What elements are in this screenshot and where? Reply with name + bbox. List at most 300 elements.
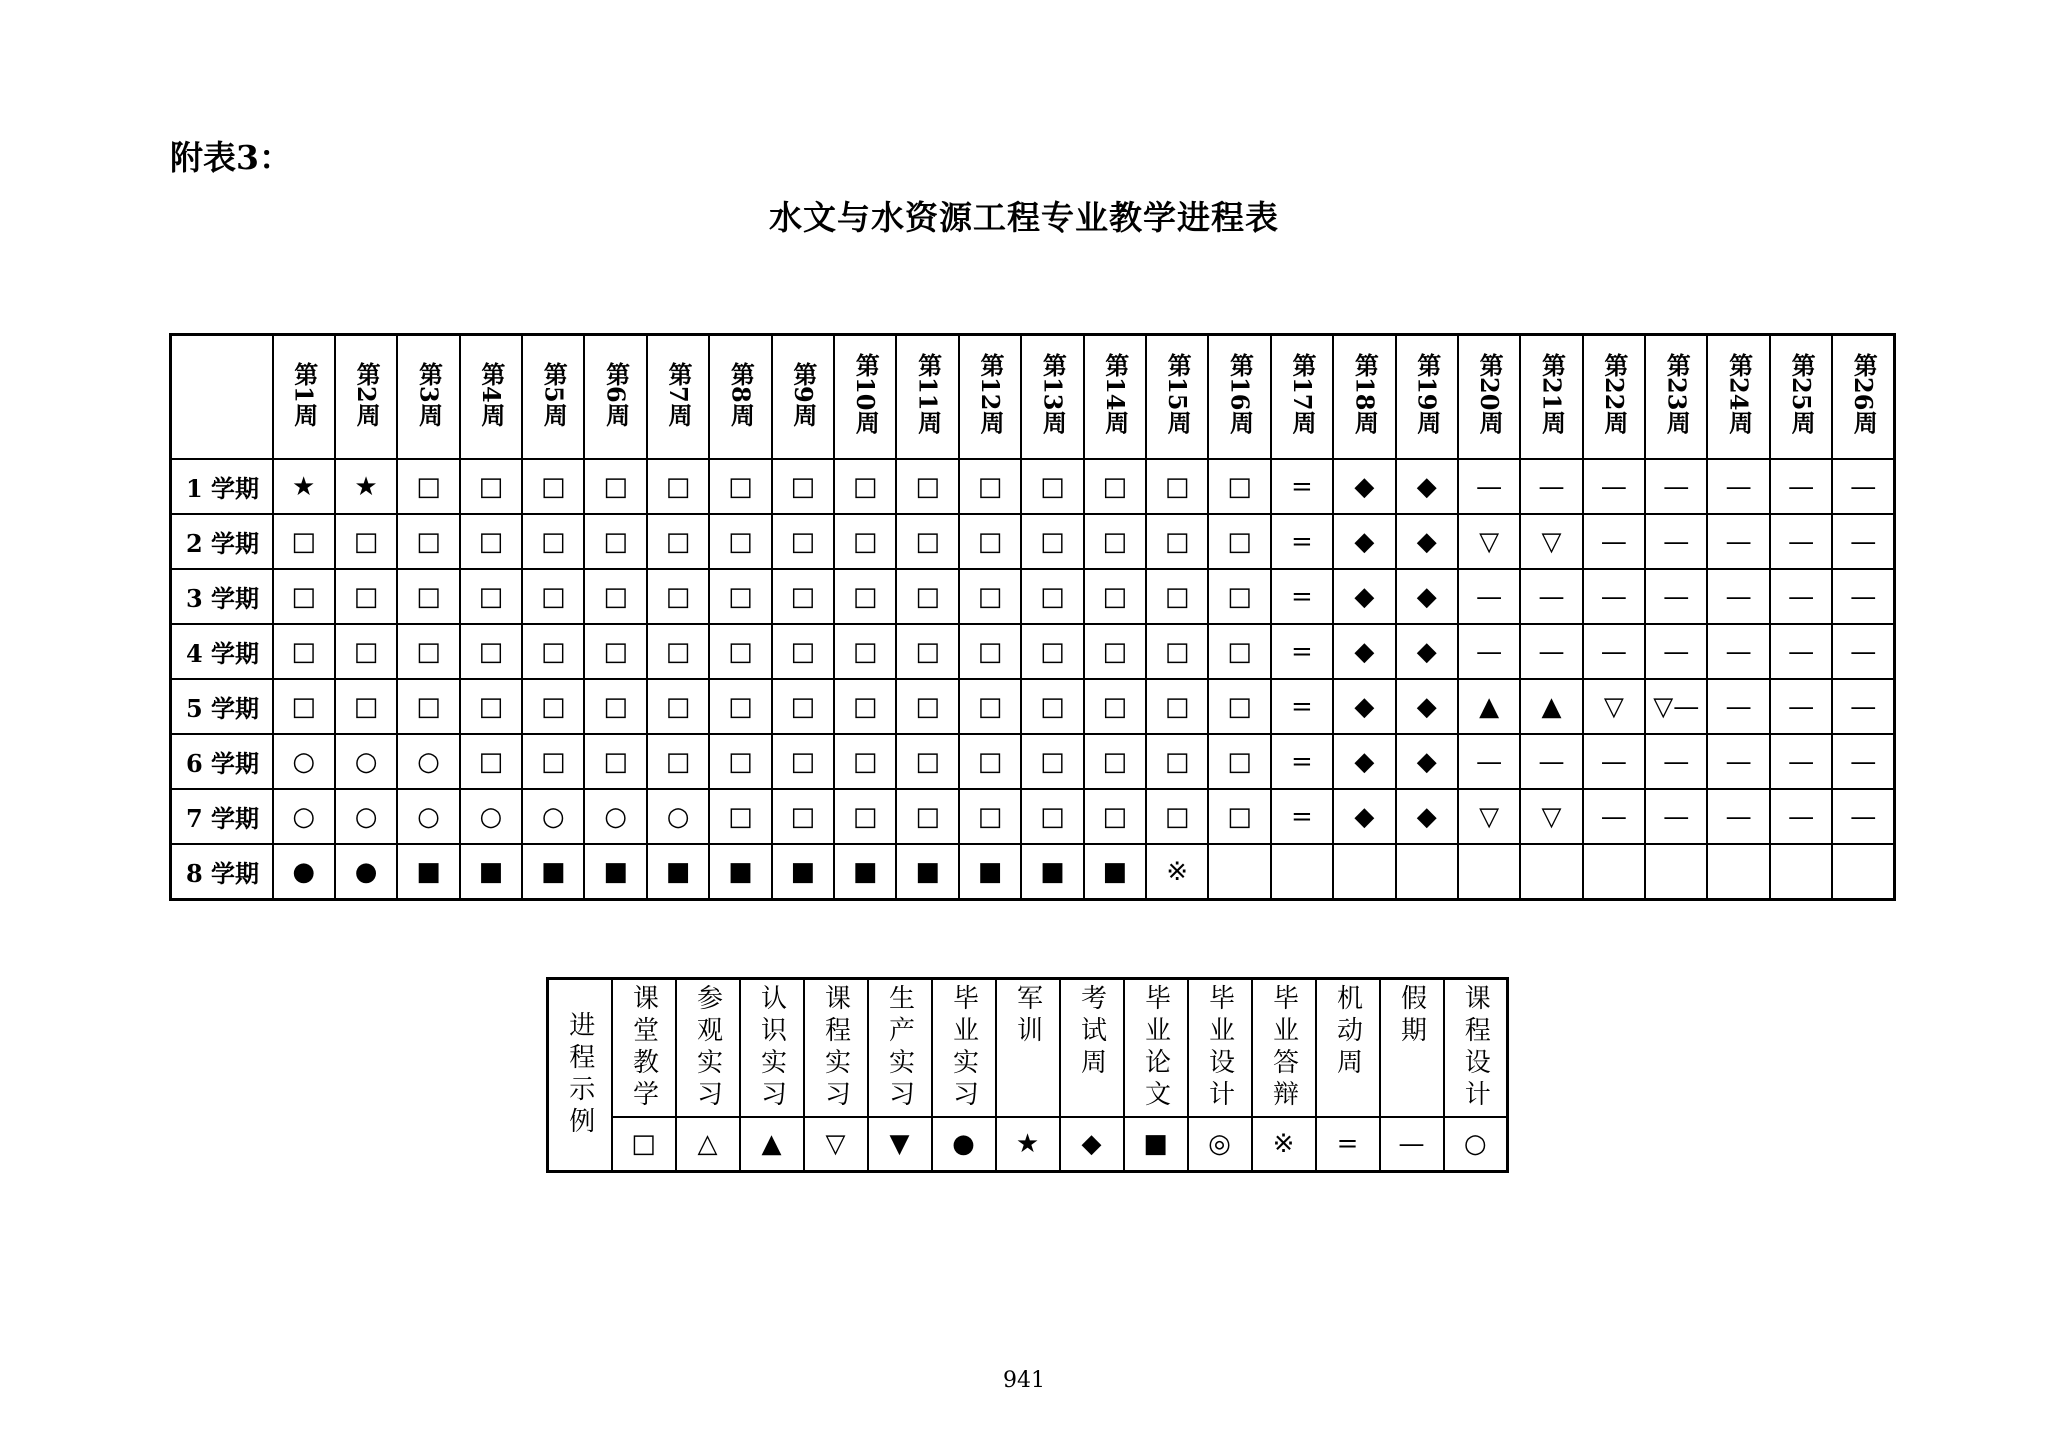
schedule-cell: □	[1084, 624, 1146, 679]
schedule-cell: —	[1832, 679, 1894, 734]
schedule-cell	[1208, 844, 1270, 900]
schedule-cell: □	[772, 624, 834, 679]
schedule-cell: —	[1707, 734, 1769, 789]
schedule-cell: □	[647, 624, 709, 679]
appendix-label: 附表3：	[170, 138, 292, 177]
week-header-label: 第19周	[1412, 353, 1442, 435]
schedule-cell: □	[397, 569, 459, 624]
teaching-schedule-table	[169, 333, 1896, 901]
schedule-cell: □	[709, 459, 771, 514]
schedule-cell: □	[1208, 789, 1270, 844]
schedule-cell: —	[1832, 569, 1894, 624]
week-header-cell	[1084, 335, 1146, 460]
schedule-cell: —	[1770, 569, 1832, 624]
legend-label-cell	[1060, 979, 1124, 1118]
schedule-cell: ■	[647, 844, 709, 900]
week-header-label: 第16周	[1225, 353, 1255, 435]
term-row	[171, 789, 1895, 844]
schedule-cell: □	[584, 514, 646, 569]
schedule-cell: □	[584, 459, 646, 514]
week-header-cell	[1770, 335, 1832, 460]
schedule-cell: □	[1021, 459, 1083, 514]
schedule-cell: □	[397, 459, 459, 514]
legend-symbol: ▽	[804, 1117, 868, 1172]
schedule-cell: ○	[522, 789, 584, 844]
schedule-cell: ◆	[1396, 569, 1458, 624]
schedule-cell: □	[959, 624, 1021, 679]
legend-symbol: ○	[1444, 1117, 1508, 1172]
schedule-cell: □	[522, 514, 584, 569]
week-header-cell	[1271, 335, 1333, 460]
schedule-cell: □	[709, 569, 771, 624]
term-label: 5 学期	[171, 679, 273, 734]
schedule-cell: —	[1645, 569, 1707, 624]
week-header-cell	[772, 335, 834, 460]
legend-symbol: ●	[932, 1117, 996, 1172]
schedule-cell: □	[1208, 679, 1270, 734]
week-header-cell	[1645, 335, 1707, 460]
week-header-label: 第10周	[851, 353, 881, 435]
week-header-cell	[896, 335, 958, 460]
schedule-cell: □	[460, 514, 522, 569]
schedule-cell: ■	[834, 844, 896, 900]
schedule-cell: □	[896, 789, 958, 844]
schedule-cell: □	[772, 789, 834, 844]
schedule-cell: —	[1707, 789, 1769, 844]
schedule-cell: □	[1146, 789, 1208, 844]
schedule-cell: =	[1271, 789, 1333, 844]
week-header-cell	[522, 335, 584, 460]
schedule-cell: ◆	[1396, 789, 1458, 844]
schedule-cell: □	[896, 569, 958, 624]
schedule-cell: □	[1084, 514, 1146, 569]
term-row	[171, 734, 1895, 789]
schedule-cell: □	[460, 459, 522, 514]
schedule-cell: ■	[584, 844, 646, 900]
schedule-cell: ■	[896, 844, 958, 900]
legend-label-cell	[1252, 979, 1316, 1118]
schedule-cell: □	[460, 569, 522, 624]
schedule-cell: □	[896, 514, 958, 569]
schedule-cell	[1333, 844, 1395, 900]
schedule-cell: —	[1832, 514, 1894, 569]
week-header-label: 第17周	[1287, 353, 1317, 435]
schedule-cell: —	[1520, 734, 1582, 789]
schedule-cell: ◆	[1333, 734, 1395, 789]
schedule-cell: □	[1084, 734, 1146, 789]
schedule-cell: □	[647, 514, 709, 569]
term-label: 2 学期	[171, 514, 273, 569]
schedule-cell	[1707, 844, 1769, 900]
week-header-label: 第8周	[726, 361, 756, 427]
week-header-cell	[1520, 335, 1582, 460]
term-row	[171, 624, 1895, 679]
schedule-cell: ◆	[1333, 459, 1395, 514]
schedule-cell: □	[1146, 624, 1208, 679]
schedule-cell: □	[460, 624, 522, 679]
schedule-cell: □	[273, 514, 335, 569]
schedule-cell: —	[1770, 734, 1832, 789]
week-header-cell	[709, 335, 771, 460]
schedule-cell: □	[709, 514, 771, 569]
term-row	[171, 844, 1895, 900]
schedule-cell: □	[647, 679, 709, 734]
schedule-cell: □	[772, 514, 834, 569]
schedule-cell: □	[834, 514, 896, 569]
schedule-cell: □	[647, 569, 709, 624]
schedule-cell: □	[273, 679, 335, 734]
schedule-cell	[1271, 844, 1333, 900]
schedule-cell: =	[1271, 569, 1333, 624]
schedule-cell: □	[709, 679, 771, 734]
schedule-cell: —	[1832, 734, 1894, 789]
week-header-cell	[1146, 335, 1208, 460]
term-row	[171, 514, 1895, 569]
legend-label: 毕业论文	[1140, 984, 1171, 1112]
schedule-cell: □	[460, 679, 522, 734]
schedule-cell: □	[1084, 569, 1146, 624]
week-header-cell	[1707, 335, 1769, 460]
schedule-cell	[1520, 844, 1582, 900]
legend-label: 考试周	[1076, 984, 1107, 1080]
schedule-cell: ◆	[1333, 569, 1395, 624]
schedule-cell: □	[772, 679, 834, 734]
term-label: 8 学期	[171, 844, 273, 900]
schedule-cell: □	[1021, 569, 1083, 624]
legend-label-cell	[1188, 979, 1252, 1118]
week-header-cell	[1021, 335, 1083, 460]
schedule-cell: ※	[1146, 844, 1208, 900]
term-row	[171, 679, 1895, 734]
schedule-cell: □	[522, 459, 584, 514]
schedule-cell: □	[896, 734, 958, 789]
schedule-cell: —	[1770, 624, 1832, 679]
week-header-row	[171, 335, 1895, 460]
legend-symbol: □	[612, 1117, 676, 1172]
legend-label-row	[548, 979, 1508, 1118]
schedule-cell: □	[1208, 514, 1270, 569]
legend-label-cell	[676, 979, 740, 1118]
schedule-cell: □	[1021, 514, 1083, 569]
schedule-cell: ○	[397, 789, 459, 844]
term-label: 1 学期	[171, 459, 273, 514]
legend-label: 认识实习	[756, 984, 787, 1112]
schedule-cell: ○	[273, 734, 335, 789]
legend-label-cell	[612, 979, 676, 1118]
week-header-label: 第21周	[1537, 353, 1567, 435]
legend-label-cell	[740, 979, 804, 1118]
schedule-cell: □	[959, 459, 1021, 514]
schedule-cell: —	[1645, 459, 1707, 514]
schedule-cell	[1458, 844, 1520, 900]
schedule-cell: —	[1583, 569, 1645, 624]
schedule-cell: —	[1458, 624, 1520, 679]
schedule-cell: □	[335, 514, 397, 569]
schedule-cell: □	[397, 624, 459, 679]
schedule-cell: —	[1770, 679, 1832, 734]
schedule-cell: —	[1645, 624, 1707, 679]
schedule-cell: □	[709, 624, 771, 679]
schedule-cell: □	[1146, 514, 1208, 569]
legend-symbol: △	[676, 1117, 740, 1172]
week-header-label: 第7周	[664, 361, 694, 427]
schedule-cell: □	[584, 679, 646, 734]
schedule-cell: □	[1146, 459, 1208, 514]
schedule-cell: ■	[1021, 844, 1083, 900]
schedule-cell: □	[1084, 459, 1146, 514]
schedule-cell: ○	[397, 734, 459, 789]
schedule-cell: ▽	[1520, 514, 1582, 569]
schedule-cell: =	[1271, 514, 1333, 569]
schedule-cell: —	[1583, 459, 1645, 514]
schedule-cell: □	[273, 624, 335, 679]
week-header-label: 第1周	[289, 361, 319, 427]
schedule-cell: ◆	[1396, 679, 1458, 734]
term-row	[171, 459, 1895, 514]
schedule-cell: —	[1583, 514, 1645, 569]
schedule-cell	[1583, 844, 1645, 900]
schedule-cell: —	[1770, 514, 1832, 569]
week-header-label: 第13周	[1038, 353, 1068, 435]
schedule-cell: □	[834, 679, 896, 734]
schedule-cell: ◆	[1396, 624, 1458, 679]
week-header-cell	[397, 335, 459, 460]
week-header-cell	[273, 335, 335, 460]
schedule-cell: □	[709, 734, 771, 789]
schedule-cell: □	[647, 734, 709, 789]
schedule-cell: —	[1520, 624, 1582, 679]
schedule-cell: ○	[460, 789, 522, 844]
schedule-cell: □	[896, 459, 958, 514]
week-header-label: 第11周	[913, 353, 943, 435]
schedule-cell: ▽—	[1645, 679, 1707, 734]
schedule-cell: ●	[335, 844, 397, 900]
schedule-cell: □	[1146, 569, 1208, 624]
schedule-cell: □	[522, 624, 584, 679]
term-label: 3 学期	[171, 569, 273, 624]
schedule-cell: □	[335, 679, 397, 734]
schedule-cell: □	[1146, 679, 1208, 734]
legend-label: 课程设计	[1460, 984, 1491, 1112]
schedule-cell: —	[1458, 734, 1520, 789]
schedule-cell: —	[1832, 459, 1894, 514]
schedule-cell: —	[1707, 514, 1769, 569]
schedule-cell: □	[1021, 789, 1083, 844]
legend-label-cell	[1316, 979, 1380, 1118]
week-header-cell	[460, 335, 522, 460]
schedule-cell: ◆	[1333, 514, 1395, 569]
schedule-cell: —	[1707, 624, 1769, 679]
schedule-cell: □	[1021, 734, 1083, 789]
schedule-cell: □	[834, 734, 896, 789]
legend-symbol: —	[1380, 1117, 1444, 1172]
schedule-cell	[1396, 844, 1458, 900]
schedule-cell: ○	[335, 734, 397, 789]
schedule-cell: —	[1458, 569, 1520, 624]
schedule-cell: □	[397, 514, 459, 569]
legend-caption: 进程示例	[564, 1011, 595, 1139]
schedule-cell: □	[1208, 569, 1270, 624]
schedule-cell: □	[896, 624, 958, 679]
schedule-cell: □	[460, 734, 522, 789]
schedule-cell	[1645, 844, 1707, 900]
schedule-cell: —	[1832, 789, 1894, 844]
schedule-cell: —	[1645, 514, 1707, 569]
legend-label: 生产实习	[884, 984, 915, 1112]
schedule-cell: ○	[335, 789, 397, 844]
schedule-cell: ◆	[1396, 514, 1458, 569]
week-header-label: 第18周	[1350, 353, 1380, 435]
term-label: 7 学期	[171, 789, 273, 844]
week-header-label: 第22周	[1599, 353, 1629, 435]
schedule-cell: ★	[335, 459, 397, 514]
week-header-label: 第3周	[414, 361, 444, 427]
week-header-label: 第4周	[476, 361, 506, 427]
week-header-cell	[1832, 335, 1894, 460]
legend-symbol: ◎	[1188, 1117, 1252, 1172]
schedule-cell: □	[1208, 734, 1270, 789]
document-title: 水文与水资源工程专业教学进程表	[769, 198, 1279, 237]
schedule-cell: □	[834, 569, 896, 624]
legend-label-cell	[804, 979, 868, 1118]
legend-label-cell	[1380, 979, 1444, 1118]
schedule-cell: □	[1208, 624, 1270, 679]
legend-symbol: ▼	[868, 1117, 932, 1172]
schedule-cell: —	[1458, 459, 1520, 514]
week-header-label: 第12周	[975, 353, 1005, 435]
week-header-label: 第9周	[788, 361, 818, 427]
schedule-cell	[1832, 844, 1894, 900]
schedule-cell: ▽	[1458, 514, 1520, 569]
week-header-label: 第26周	[1849, 353, 1879, 435]
schedule-cell: —	[1645, 789, 1707, 844]
schedule-cell: □	[834, 624, 896, 679]
schedule-cell: □	[397, 679, 459, 734]
schedule-cell: ■	[522, 844, 584, 900]
schedule-cell: ○	[584, 789, 646, 844]
week-header-label: 第6周	[601, 361, 631, 427]
schedule-cell: =	[1271, 459, 1333, 514]
schedule-cell: □	[959, 514, 1021, 569]
schedule-cell: □	[522, 734, 584, 789]
schedule-cell: ○	[273, 789, 335, 844]
week-header-label: 第20周	[1475, 353, 1505, 435]
schedule-cell: □	[772, 459, 834, 514]
schedule-cell: ◆	[1333, 789, 1395, 844]
week-header-cell	[647, 335, 709, 460]
week-header-cell	[335, 335, 397, 460]
schedule-cell: ■	[460, 844, 522, 900]
schedule-cell: —	[1770, 789, 1832, 844]
schedule-cell: ▲	[1520, 679, 1582, 734]
legend-symbol-row	[548, 1117, 1508, 1172]
schedule-cell: ◆	[1396, 734, 1458, 789]
schedule-cell: □	[335, 569, 397, 624]
legend-label-cell	[868, 979, 932, 1118]
schedule-cell: □	[772, 734, 834, 789]
legend-symbol: ▲	[740, 1117, 804, 1172]
schedule-cell: □	[1146, 734, 1208, 789]
schedule-cell: ▲	[1458, 679, 1520, 734]
week-header-label: 第15周	[1163, 353, 1193, 435]
schedule-cell: —	[1583, 789, 1645, 844]
legend-label: 毕业答辩	[1268, 984, 1299, 1112]
schedule-cell: ■	[959, 844, 1021, 900]
week-header-label: 第14周	[1100, 353, 1130, 435]
schedule-cell: ▽	[1520, 789, 1582, 844]
schedule-cell: □	[1084, 679, 1146, 734]
week-header-cell	[584, 335, 646, 460]
schedule-cell: ○	[647, 789, 709, 844]
schedule-cell: □	[772, 569, 834, 624]
legend-symbol: =	[1316, 1117, 1380, 1172]
legend-label-cell	[1444, 979, 1508, 1118]
week-header-cell	[1583, 335, 1645, 460]
schedule-cell: □	[959, 789, 1021, 844]
legend-label-cell	[996, 979, 1060, 1118]
schedule-cell	[1770, 844, 1832, 900]
term-row	[171, 569, 1895, 624]
schedule-cell: □	[834, 459, 896, 514]
corner-cell	[171, 335, 273, 460]
schedule-cell: ■	[772, 844, 834, 900]
week-header-cell	[1208, 335, 1270, 460]
schedule-cell: —	[1832, 624, 1894, 679]
schedule-cell: ★	[273, 459, 335, 514]
schedule-cell: □	[647, 459, 709, 514]
legend-symbol: ★	[996, 1117, 1060, 1172]
legend-label-cell	[1124, 979, 1188, 1118]
schedule-cell: —	[1770, 459, 1832, 514]
schedule-cell: —	[1583, 734, 1645, 789]
legend-label: 毕业实习	[948, 984, 979, 1112]
schedule-cell: ◆	[1333, 679, 1395, 734]
legend-label: 军训	[1012, 984, 1043, 1048]
schedule-cell: □	[896, 679, 958, 734]
legend-symbol: ■	[1124, 1117, 1188, 1172]
schedule-cell: □	[959, 679, 1021, 734]
week-header-label: 第23周	[1662, 353, 1692, 435]
legend-caption-cell	[548, 979, 612, 1172]
schedule-cell: ◆	[1396, 459, 1458, 514]
schedule-cell: □	[959, 569, 1021, 624]
schedule-cell: ■	[1084, 844, 1146, 900]
schedule-cell: □	[709, 789, 771, 844]
week-header-label: 第5周	[539, 361, 569, 427]
schedule-cell: □	[834, 789, 896, 844]
schedule-cell: =	[1271, 624, 1333, 679]
legend-symbol: ※	[1252, 1117, 1316, 1172]
schedule-cell: —	[1583, 624, 1645, 679]
schedule-cell: □	[522, 679, 584, 734]
schedule-cell: □	[584, 734, 646, 789]
schedule-cell: ▽	[1458, 789, 1520, 844]
page-number: 941	[1003, 1368, 1045, 1393]
legend-table	[546, 977, 1509, 1173]
schedule-cell: □	[959, 734, 1021, 789]
schedule-cell: ●	[273, 844, 335, 900]
schedule-cell: ◆	[1333, 624, 1395, 679]
schedule-cell: —	[1707, 679, 1769, 734]
week-header-cell	[1458, 335, 1520, 460]
legend-label: 机动周	[1332, 984, 1363, 1080]
legend-label: 课程实习	[820, 984, 851, 1112]
schedule-cell: ▽	[1583, 679, 1645, 734]
schedule-cell: □	[584, 624, 646, 679]
week-header-cell	[959, 335, 1021, 460]
schedule-cell: ■	[709, 844, 771, 900]
week-header-cell	[1396, 335, 1458, 460]
